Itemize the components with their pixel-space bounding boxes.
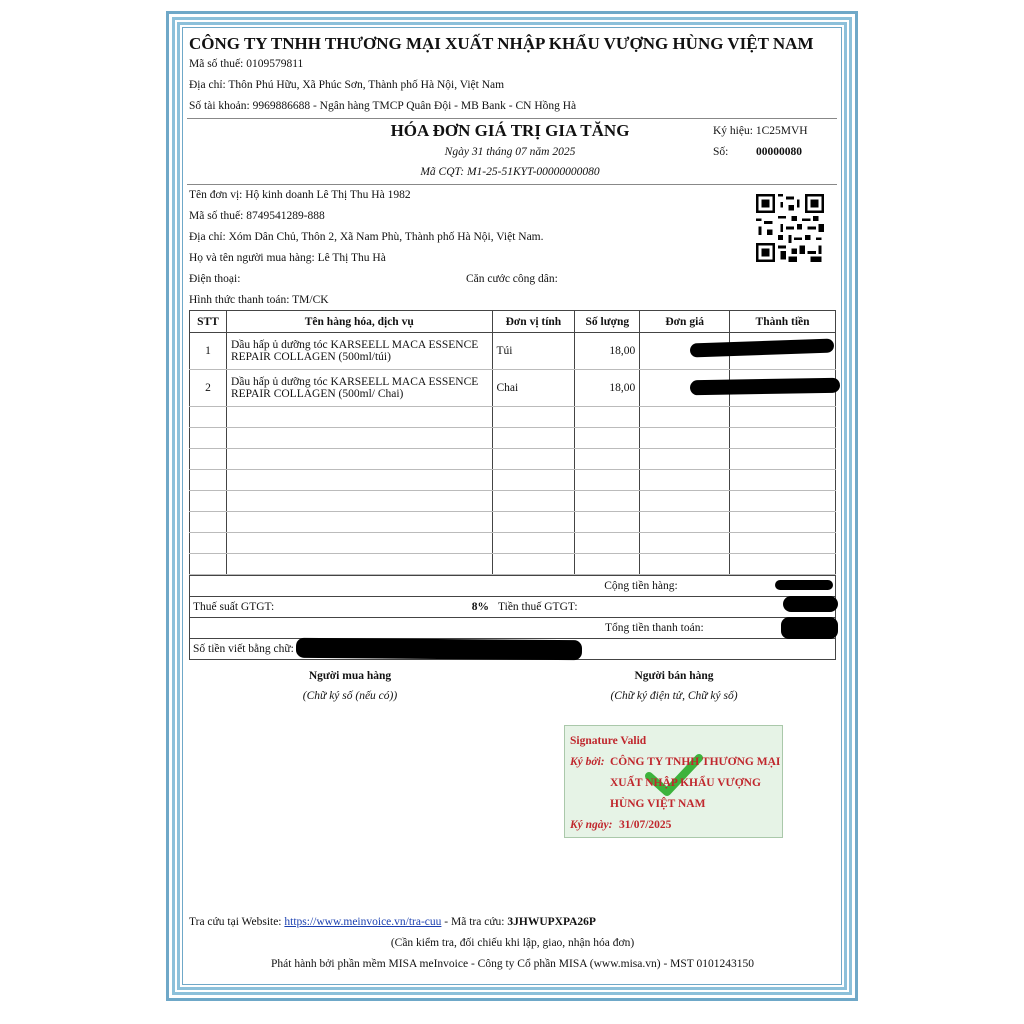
empty-row xyxy=(190,533,836,554)
subtotal-row xyxy=(190,576,836,597)
redaction-mark xyxy=(690,378,840,396)
invoice-cqt-code: Mã CQT: M1-25-51KYT-00000000080 xyxy=(420,166,600,178)
seller-tax-code-value: 0109579811 xyxy=(246,58,304,70)
column-header: STT xyxy=(190,311,227,333)
lookup-code-value: 3JHWUPXPA26P xyxy=(507,916,596,928)
invoice-symbol xyxy=(713,125,808,137)
buyer-signature-title: Người mua hàng xyxy=(308,670,392,682)
row-unit: Túi xyxy=(492,333,575,370)
buyer-unit xyxy=(189,189,411,201)
check-note: (Cần kiểm tra, đối chiếu khi lập, giao, nhận hóa đơn) xyxy=(390,937,635,949)
column-header: Đơn giá xyxy=(640,311,730,333)
row-item-name-line: Dầu hấp ủ dưỡng tóc KARSEELL MACA ESSENCE xyxy=(230,339,479,351)
column-header: Số lượng xyxy=(575,311,640,333)
signed-by-line: HÙNG VIỆT NAM xyxy=(610,798,706,810)
seller-address-label: Địa chỉ: xyxy=(189,79,226,91)
seller-signature-title: Người bán hàng xyxy=(634,670,714,682)
empty-row xyxy=(190,491,836,512)
invoice-number-label: Số: xyxy=(713,146,729,158)
column-header: Đơn vị tính xyxy=(492,311,575,333)
in-words-label: Số tiền viết bằng chữ: xyxy=(190,639,836,660)
redaction-mark xyxy=(781,617,838,639)
divider xyxy=(187,118,837,119)
buyer-address-value: Xóm Dân Chủ, Thôn 2, Xã Nam Phù, Thành phố Hà Nội, Việt Nam. xyxy=(228,231,544,243)
buyer-tax-code-label: Mã số thuế: xyxy=(189,210,244,222)
seller-tax-code xyxy=(189,58,303,70)
buyer-address xyxy=(189,231,544,243)
empty-row xyxy=(190,407,836,428)
buyer-tax-code-value: 8749541289-888 xyxy=(246,210,325,222)
empty-row xyxy=(190,428,836,449)
row-unit: Chai xyxy=(492,370,575,407)
buyer-signature-note: (Chữ ký số (nếu có)) xyxy=(302,690,398,702)
subtotal-label: Cộng tiền hàng: xyxy=(190,576,728,597)
buyer-payment xyxy=(189,294,329,306)
vat-rate-label: Thuế suất GTGT: xyxy=(193,601,275,613)
seller-signature-note: (Chữ ký điện tử, Chữ ký số) xyxy=(610,690,738,702)
row-item-name xyxy=(226,333,492,370)
row-qty: 18,00 xyxy=(575,370,640,407)
buyer-unit-value: Hộ kinh doanh Lê Thị Thu Hà 1982 xyxy=(245,189,411,201)
table-header-row xyxy=(190,311,836,333)
row-item-name-line: REPAIR COLLAGEN (500ml/ Chai) xyxy=(230,388,404,400)
redaction-mark xyxy=(296,638,582,660)
signed-date-label: Ký ngày: xyxy=(570,819,613,831)
lookup-url-link[interactable]: https://www.meinvoice.vn/tra-cuu xyxy=(284,916,442,928)
invoice-date: Ngày 31 tháng 07 năm 2025 xyxy=(444,146,576,158)
invoice-number xyxy=(713,146,802,158)
invoice-symbol-value: 1C25MVH xyxy=(755,125,808,137)
seller-account-label: Số tài khoản: xyxy=(189,100,250,112)
row-item-name-line: Dầu hấp ủ dưỡng tóc KARSEELL MACA ESSENCE xyxy=(230,376,479,388)
lookup-prefix: Tra cứu tại Website: xyxy=(189,916,282,928)
empty-row xyxy=(190,449,836,470)
column-header: Thành tiền xyxy=(730,311,836,333)
empty-row xyxy=(190,470,836,491)
buyer-payment-label: Hình thức thanh toán: xyxy=(189,294,290,306)
buyer-unit-label: Tên đơn vị: xyxy=(189,189,243,201)
buyer-name-value: Lê Thị Thu Hà xyxy=(317,252,386,264)
signed-by-line: CÔNG TY TNHH THƯƠNG MẠI xyxy=(610,756,781,768)
column-header: Tên hàng hóa, dịch vụ xyxy=(226,311,492,333)
qr-code-icon xyxy=(756,194,824,262)
issuer-line: Phát hành bởi phần mềm MISA meInvoice - Công ty Cổ phần MISA (www.misa.vn) - MST 0101243150 xyxy=(271,958,754,970)
vat-row xyxy=(190,597,836,618)
signed-by-line: XUẤT NHẬP KHẨU VƯỢNG xyxy=(610,777,761,789)
seller-tax-code-label: Mã số thuế: xyxy=(189,58,244,70)
vat-rate-cell xyxy=(190,597,493,618)
signature-status: Signature Valid xyxy=(570,735,647,747)
signed-by-label: Ký bởi: xyxy=(570,756,605,768)
redaction-mark xyxy=(783,596,838,612)
row-qty: 18,00 xyxy=(575,333,640,370)
signed-date-value: 31/07/2025 xyxy=(619,819,672,831)
buyer-name-label: Họ và tên người mua hàng: xyxy=(189,252,315,264)
row-stt: 1 xyxy=(190,333,227,370)
seller-address-value: Thôn Phú Hữu, Xã Phúc Sơn, Thành phố Hà Nội, Việt Nam xyxy=(228,79,505,91)
total-row xyxy=(190,618,836,639)
vat-amount-label: Tiền thuế GTGT: xyxy=(492,597,728,618)
buyer-id-label: Căn cước công dân: xyxy=(466,273,558,285)
buyer-payment-value: TM/CK xyxy=(292,294,329,306)
row-item-name xyxy=(226,370,492,407)
row-item-name-line: REPAIR COLLAGEN (500ml/túi) xyxy=(230,351,391,363)
invoice-number-value: 00000080 xyxy=(756,146,802,158)
total-label: Tổng tiền thanh toán: xyxy=(190,618,728,639)
buyer-address-label: Địa chỉ: xyxy=(189,231,226,243)
digital-signature-box xyxy=(564,725,783,838)
row-stt: 2 xyxy=(190,370,227,407)
empty-row xyxy=(190,512,836,533)
vat-rate-value: 8% xyxy=(471,601,490,613)
invoice-symbol-label: Ký hiệu: xyxy=(713,125,753,137)
invoice-title: HÓA ĐƠN GIÁ TRỊ GIA TĂNG xyxy=(390,121,630,140)
buyer-tax-code xyxy=(189,210,325,222)
seller-company-name: CÔNG TY TNHH THƯƠNG MẠI XUẤT NHẬP KHẨU VƯỢNG HÙNG VIỆT NAM xyxy=(189,34,814,53)
seller-account-value: 9969886688 - Ngân hàng TMCP Quân Đội - MB Bank - CN Hồng Hà xyxy=(252,100,577,112)
divider xyxy=(187,184,837,185)
seller-address xyxy=(189,79,504,91)
redaction-mark xyxy=(775,580,833,590)
lookup-code-label: - Mã tra cứu: xyxy=(444,916,505,928)
buyer-phone-label: Điện thoại: xyxy=(189,273,241,285)
lookup-line xyxy=(189,916,596,928)
seller-account xyxy=(189,100,576,112)
buyer-name xyxy=(189,252,386,264)
empty-row xyxy=(190,554,836,575)
